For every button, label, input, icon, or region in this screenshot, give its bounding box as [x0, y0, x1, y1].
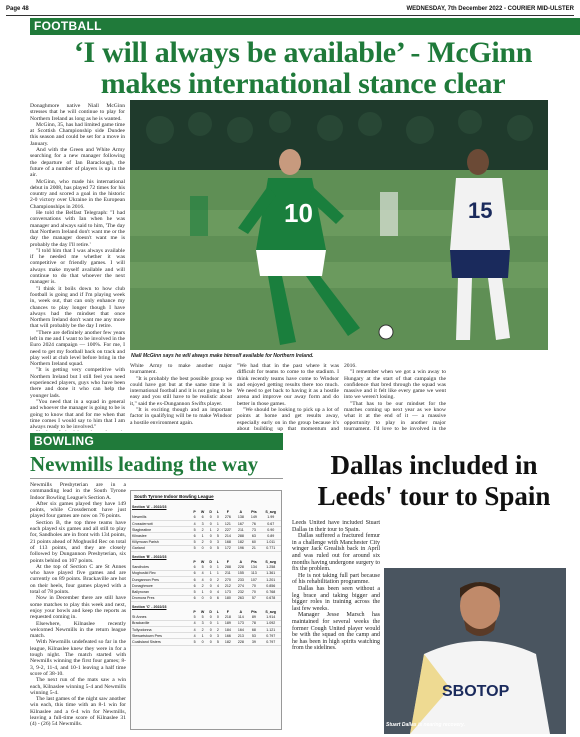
table-cell: 6 — [191, 515, 198, 521]
table-cell: 0.771 — [260, 545, 281, 551]
table-cell: 0 — [207, 565, 215, 571]
table-cell: 184 — [221, 626, 234, 632]
table-cell: 0.797 — [260, 633, 281, 639]
table-cell: 3 — [214, 539, 221, 545]
league-column-header: Pts — [251, 510, 257, 515]
league-column-header: Pts — [251, 610, 257, 614]
league-column-header: F — [226, 610, 229, 614]
league-column-header: A — [239, 510, 243, 515]
league-column-header: S_avg — [265, 560, 276, 565]
paragraph: Elsewhere, Kilnaslee recently welcomed Newmills in the return league match. — [30, 620, 126, 640]
team-name: Coalisland Sisters — [131, 639, 191, 645]
svg-text:10: 10 — [284, 198, 313, 228]
league-column-header: L — [216, 610, 219, 614]
table-cell: 164 — [234, 626, 247, 632]
dallas-photo-caption: Stuart Dallas is nearing recovery. — [386, 722, 466, 728]
team-name: Sandholes — [131, 565, 191, 571]
table-cell: 5 — [214, 639, 221, 645]
table-cell: 0.797 — [260, 639, 281, 645]
league-column-header: P — [193, 610, 196, 614]
table-row — [131, 639, 281, 645]
table-cell: 5 — [191, 615, 198, 621]
paragraph: "There are definitely another few years left in me and I want to be involved in the Euro 2024 campaign — 100%. For me, I need to get my football back on track and play well at club level before bring in the Northern Ireland squad. — [30, 329, 125, 368]
table-cell: 0.67 — [260, 520, 281, 526]
mcginn-photo — [130, 100, 548, 350]
table-cell: 5 — [191, 527, 198, 533]
paragraph: "It is exciting though and an important factor in qualifying will be to make Windsor a hostile environment again. — [130, 407, 232, 426]
paragraph: Manager Jesse Marsch has maintained for several weeks the former Cough United player would be with the squad on the camp and he has been in high spirits watching from the sidelines. — [292, 612, 380, 652]
table-cell: 39 — [247, 639, 260, 645]
bowling-section-label: BOWLING — [30, 433, 283, 450]
paragraph: Dallas suffered a fractured femur in a challenge with Manchester City winger Jack Grealish back in April and was ruled out for around six months having undergone surgery to fix the problem. — [292, 533, 380, 573]
team-name: Moghuslid Rec — [131, 570, 191, 576]
table-cell: 166 — [221, 633, 234, 639]
table-cell: 0 — [214, 515, 221, 521]
table-cell: 5 — [214, 545, 221, 551]
paragraph: "It is getting very competitive with Northern Ireland but I still feel you need experienced players, guys who have been there and done it who can help the younger lads. — [30, 367, 125, 399]
table-cell: 2 — [214, 577, 221, 583]
bowling-headline: Newmills leading the way — [30, 452, 283, 479]
team-name: Dungannon Pres — [131, 577, 191, 583]
paragraph: The last games of the night saw another win each, this time with an 8-1 win for Kilnaslee and a 6-4 win for Newmills, leaving a full-time score of Kilnaslee 31 (4) - (26) 54 Newmills. — [30, 696, 126, 728]
paragraph: Leeds United have included Stuart Dallas in their tour to Spain. — [292, 520, 380, 533]
table-cell: 60 — [247, 539, 260, 545]
table-cell: 1 — [214, 565, 221, 571]
table-cell: 180 — [221, 595, 234, 601]
table-cell: 173 — [221, 589, 234, 595]
table-cell: 76 — [247, 520, 260, 526]
paragraph: After six games played they have 149 points, while Crossdernott have just played four games are now on 76 points. — [30, 500, 126, 520]
mcginn-photo-caption: Niall McGinn says he will always make himself available for Northern Ireland. — [131, 353, 314, 359]
league-section-name: Section 'C' - 2022/23 — [132, 604, 167, 609]
table-cell: 6 — [214, 595, 221, 601]
table-cell: 3 — [198, 620, 207, 626]
table-cell: 134 — [247, 565, 260, 571]
table-cell: 0 — [207, 595, 215, 601]
table-cell: 2 — [198, 583, 207, 589]
table-cell: 0 — [207, 545, 215, 551]
table-cell: 6 — [191, 570, 198, 576]
table-cell: 196 — [234, 545, 247, 551]
table-cell: 2 — [198, 527, 207, 533]
table-cell: 228 — [234, 639, 247, 645]
paragraph — [30, 430, 125, 431]
league-section-header — [131, 502, 281, 510]
team-name: Newmills — [131, 515, 191, 521]
table-cell: 5 — [214, 533, 221, 539]
table-cell: 3 — [214, 633, 221, 639]
table-cell: 1.914 — [260, 615, 281, 621]
table-cell: 1.121 — [260, 626, 281, 632]
table-cell: 189 — [221, 620, 234, 626]
table-cell: 218 — [221, 615, 234, 621]
table-cell: 0 — [198, 595, 207, 601]
league-table-title: South Tyrone Indoor Bowling League — [134, 494, 214, 499]
league-column-header: F — [226, 510, 229, 515]
table-cell: 5 — [198, 615, 207, 621]
table-cell: 0 — [207, 589, 215, 595]
table-cell: 0 — [207, 515, 215, 521]
table-cell: 2 — [198, 539, 207, 545]
league-column-header: W — [200, 610, 205, 614]
league-column-header: W — [200, 560, 205, 565]
table-cell: 288 — [221, 565, 234, 571]
table-cell: 0 — [207, 633, 215, 639]
football-column-4 — [344, 363, 446, 431]
table-cell: 1.258 — [260, 565, 281, 571]
team-name: Killymoan Parish — [131, 539, 191, 545]
table-cell: 0.90 — [260, 527, 281, 533]
table-cell: 227 — [221, 527, 234, 533]
table-cell: 2 — [198, 626, 207, 632]
paragraph: "I told him that I was always available if he needed me whether it was competitive or friendly games. I will always make myself available and will continue to do that whoever the next manager is. — [30, 247, 125, 286]
league-column-header: D — [209, 560, 213, 565]
league-section-name: Section 'A' - 2022/23 — [132, 505, 167, 509]
table-cell: 4 — [214, 589, 221, 595]
table-cell: 1 — [214, 570, 221, 576]
paragraph: "We should be looking to pick up a lot of points at home and get results away, especially early on in the group because it's about building up that momentum and — [237, 407, 339, 431]
table-cell: 1 — [198, 589, 207, 595]
table-cell: 68 — [247, 626, 260, 632]
football-column-2 — [130, 363, 232, 431]
football-match-illustration — [130, 100, 548, 350]
table-cell: 172 — [221, 545, 234, 551]
table-cell: 1 — [198, 533, 207, 539]
table-cell: 53 — [247, 633, 260, 639]
league-column-header: P — [193, 510, 196, 515]
team-name: St Annes — [131, 615, 191, 621]
table-cell: 168 — [221, 539, 234, 545]
table-cell: 182 — [234, 539, 247, 545]
table-cell: 149 — [247, 515, 260, 521]
table-cell: 232 — [234, 589, 247, 595]
league-column-header: Pts — [251, 560, 257, 565]
league-column-header: S_avg — [265, 510, 276, 515]
table-cell: 0 — [207, 583, 215, 589]
table-cell: 5 — [191, 539, 198, 545]
date-line: WEDNESDAY, 7th December 2022 - COURIER MID-ULSTER — [406, 6, 574, 12]
table-cell: 274 — [234, 583, 247, 589]
svg-text:15: 15 — [468, 198, 493, 223]
paragraph: "I think it boils down to how club football is going and if I'm playing week in, week out, that can only enhance my chances to play longer though I have always had the mindset that once Northern Ireland don't want me any more that will probably be the day I retire. — [30, 285, 125, 330]
table-cell: 5 — [191, 545, 198, 551]
table-cell: 1 — [214, 620, 221, 626]
table-cell: 167 — [234, 520, 247, 526]
table-cell: 0.856 — [260, 583, 281, 589]
table-cell: 1 — [214, 520, 221, 526]
table-cell: 211 — [234, 527, 247, 533]
table-cell: 0.678 — [260, 595, 281, 601]
table-cell: 5 — [198, 565, 207, 571]
paragraph: The next run of the mats saw a win each, Kilnaslee winning 5-4 and Newmills winning 5-4. — [30, 677, 126, 696]
table-cell: 276 — [221, 515, 234, 521]
table-cell: 1.201 — [260, 577, 281, 583]
table-cell: 0 — [198, 639, 207, 645]
table-cell: 5 — [191, 639, 198, 645]
table-cell: 63 — [247, 533, 260, 539]
dallas-body — [292, 520, 380, 734]
dallas-player-illustration — [384, 568, 566, 734]
league-column-header: A — [239, 610, 243, 614]
headline-line-2: makes international stance clear — [100, 67, 506, 100]
team-name: Stagbeatine — [131, 527, 191, 533]
table-cell: 70 — [247, 589, 260, 595]
team-name: Kilnaslee — [131, 533, 191, 539]
league-column-header: A — [239, 560, 243, 565]
headline-line-1: ‘I will always be available’ - McGinn — [73, 36, 533, 69]
table-cell: 173 — [234, 620, 247, 626]
table-cell: 4 — [214, 583, 221, 589]
paragraph: "I remember when we got a win away to Hungary at the start of that campaign the confidence that bred through the squad was massive and it felt like every game we went into we weren't losing. — [344, 369, 446, 401]
team-name: Dromora Pres — [131, 595, 191, 601]
table-cell: 1.99 — [260, 515, 281, 521]
table-cell: 0 — [207, 639, 215, 645]
paragraph: "It is probably the best possible group we could have got but at the same time it is international football and it is not going to be easy and you still have to be realistic about it," said the ex-Dungannon Swifts player. — [130, 375, 232, 407]
table-cell: 228 — [234, 565, 247, 571]
league-column-header: L — [216, 510, 219, 515]
table-cell: 4 — [191, 520, 198, 526]
team-name: Tullyodonna — [131, 626, 191, 632]
paragraph: 2016. — [344, 363, 357, 369]
table-cell: 1.361 — [260, 570, 281, 576]
league-column-header: D — [209, 510, 213, 515]
table-cell: 1.011 — [260, 539, 281, 545]
paragraph: McGinn, who made his international debut in 2008, has played 72 times for his country and scored a goal in the historic 2-0 victory over Ukraine in the European Championships in 2016. — [30, 178, 125, 210]
league-section-header — [131, 601, 281, 609]
paragraph: McGinn, 35, has had limited game time at Scottish Championship side Dundee this season and could be set for a move in January. — [30, 121, 125, 147]
table-cell: 21 — [247, 545, 260, 551]
paragraph: Dallas has been seen without a leg brace and taking bigger and bigger roles in training across the last few weeks. — [292, 585, 380, 612]
table-cell: 182 — [221, 639, 234, 645]
table-cell: 113 — [247, 570, 260, 576]
league-section-name: Section 'B' - 2022/23 — [132, 554, 167, 559]
table-cell: 107 — [247, 577, 260, 583]
team-name: Garland — [131, 545, 191, 551]
table-cell: 270 — [221, 577, 234, 583]
football-column-1 — [30, 103, 125, 431]
league-column-header: W — [200, 510, 205, 515]
league-section-header — [131, 551, 281, 559]
football-section-label: FOOTBALL — [30, 18, 580, 35]
table-cell: 1 — [198, 633, 207, 639]
table-cell: 213 — [234, 633, 247, 639]
table-cell: 0 — [207, 520, 215, 526]
league-column-header: S_avg — [265, 610, 276, 614]
table-cell: 78 — [247, 620, 260, 626]
table-cell: 138 — [234, 515, 247, 521]
table-cell: 2 — [214, 626, 221, 632]
page-number: Page 48 — [6, 6, 29, 12]
paragraph: At the top of Section C are St Annes who have played five games and are currently on 89 points. Brackaville are hot on their heels, four games played with a total of 78 points. — [30, 563, 126, 596]
table-cell: 4 — [191, 633, 198, 639]
table-cell: 73 — [247, 527, 260, 533]
table-cell: 1 — [207, 570, 215, 576]
team-name: Brackaville — [131, 620, 191, 626]
table-cell: 288 — [234, 533, 247, 539]
table-cell: 6 — [191, 565, 198, 571]
dallas-photo — [384, 568, 566, 734]
table-cell: 214 — [221, 533, 234, 539]
table-cell: 6 — [191, 595, 198, 601]
paragraph: Now in December there are still have some matches to play this week and next, enjoy your bowls and keep the reports as requested coming in. — [30, 595, 126, 621]
table-cell: 0 — [207, 577, 215, 583]
paragraph: Newmills Presbyterian are in a commanding lead in the South Tyrone Indoor Bowling League's Section A. — [30, 482, 126, 501]
table-cell: 0 — [207, 620, 215, 626]
table-cell: 4 — [191, 626, 198, 632]
table-cell: 4 — [198, 577, 207, 583]
paragraph: "We had that in the past where it was difficult for teams to come to the stadium. I think recently teams have come to Windsor and enjoyed getting results there too much. We need to get back to having it as a hostile arena and improve our away form and do better in those games. — [237, 363, 339, 407]
paragraph: "That has to be our mindset for the matches coming up next year as we know what it at the end of it — a massive opportunity to play in another major tournament. I'd love to be involved in the — [344, 400, 446, 431]
table-cell: 3 — [198, 520, 207, 526]
league-column-header: P — [193, 560, 196, 565]
table-cell: 0 — [207, 615, 215, 621]
paragraph: "You need that in a squad in general and whoever the manager is going to be is going to know that and for me when that time comes I would say to him that I am always ready to be involved." — [30, 398, 125, 431]
table-cell: 0 — [207, 626, 215, 632]
table-cell: 2 — [214, 527, 221, 533]
table-cell: 0 — [214, 615, 221, 621]
table-cell: 4 — [198, 570, 207, 576]
dallas-headline: Dallas included in Leeds' tour to Spain — [317, 450, 551, 511]
league-column-header: F — [226, 560, 229, 565]
table-cell: 6 — [191, 533, 198, 539]
league-column-header: D — [209, 610, 213, 614]
table-cell: 4 — [191, 620, 198, 626]
table-cell: 89 — [247, 615, 260, 621]
table-cell: 70 — [247, 583, 260, 589]
table-cell: 212 — [221, 583, 234, 589]
league-table — [130, 490, 282, 730]
league-standings — [131, 502, 281, 646]
team-name: Stewartstown Pres — [131, 633, 191, 639]
football-headline — [30, 37, 576, 99]
table-cell: 0 — [207, 533, 215, 539]
paragraph: He is not taking full part because of his rehabilitation programme. — [292, 572, 380, 586]
paragraph: Donaghmore native Niall McGinn stresses that he will continue to play for Northern Ireland as long as he is wanted. — [30, 103, 125, 122]
shirt-sponsor-text: SBOTOP — [442, 683, 510, 700]
bowling-body — [30, 482, 126, 734]
table-cell: 5 — [191, 589, 198, 595]
team-name: Ballynoran — [131, 589, 191, 595]
paragraph: And with the Green and White Army searching for a new manager following the departure of Ian Baraclough, the future of a number of players is up in the air. — [30, 147, 125, 179]
table-cell: 155 — [234, 570, 247, 576]
team-name: Donaghmore — [131, 583, 191, 589]
table-cell: 0 — [207, 539, 215, 545]
league-column-header: L — [216, 560, 219, 565]
table-cell: 1.092 — [260, 620, 281, 626]
paragraph: He told the Belfast Telegraph: "I had conversations with Ian when he was manager and always said to him, 'The day that Northern Ireland don't want me or the day the manager doesn't want me is probably the day I'll retire.' — [30, 210, 125, 248]
table-cell: 114 — [234, 615, 247, 621]
table-cell: 0.768 — [260, 589, 281, 595]
table-cell: 211 — [221, 570, 234, 576]
table-cell: 6 — [191, 577, 198, 583]
table-cell: 6 — [198, 515, 207, 521]
table-cell: 0 — [198, 545, 207, 551]
table-cell: 57 — [247, 595, 260, 601]
paragraph: With Newmills undefeated so far in the league, Kilnaslee knew they were in for a tough night. The match started with Newmills winning the first four games; 8-3, 9-2, 11-4, and 10-1 leaving a half time score of 38-10. — [30, 639, 126, 677]
paragraph: White Army to make another major tournament. — [130, 363, 232, 376]
paragraph: Section B, the top three teams have each played six games and all still to play for, Sandholes are in front with 134 points, 21 points ahead of Moghuslid Rec on total of 113 points, and they are closely followed by Dungannon Presbyterian, six points behind on 107 points. — [30, 519, 126, 564]
table-cell: 121 — [221, 520, 234, 526]
table-cell: 0.89 — [260, 533, 281, 539]
table-cell: 263 — [234, 595, 247, 601]
team-name: Crossdernott — [131, 520, 191, 526]
table-cell: 1 — [207, 527, 215, 533]
football-column-3 — [237, 363, 339, 431]
table-cell: 6 — [191, 583, 198, 589]
table-cell: 233 — [234, 577, 247, 583]
